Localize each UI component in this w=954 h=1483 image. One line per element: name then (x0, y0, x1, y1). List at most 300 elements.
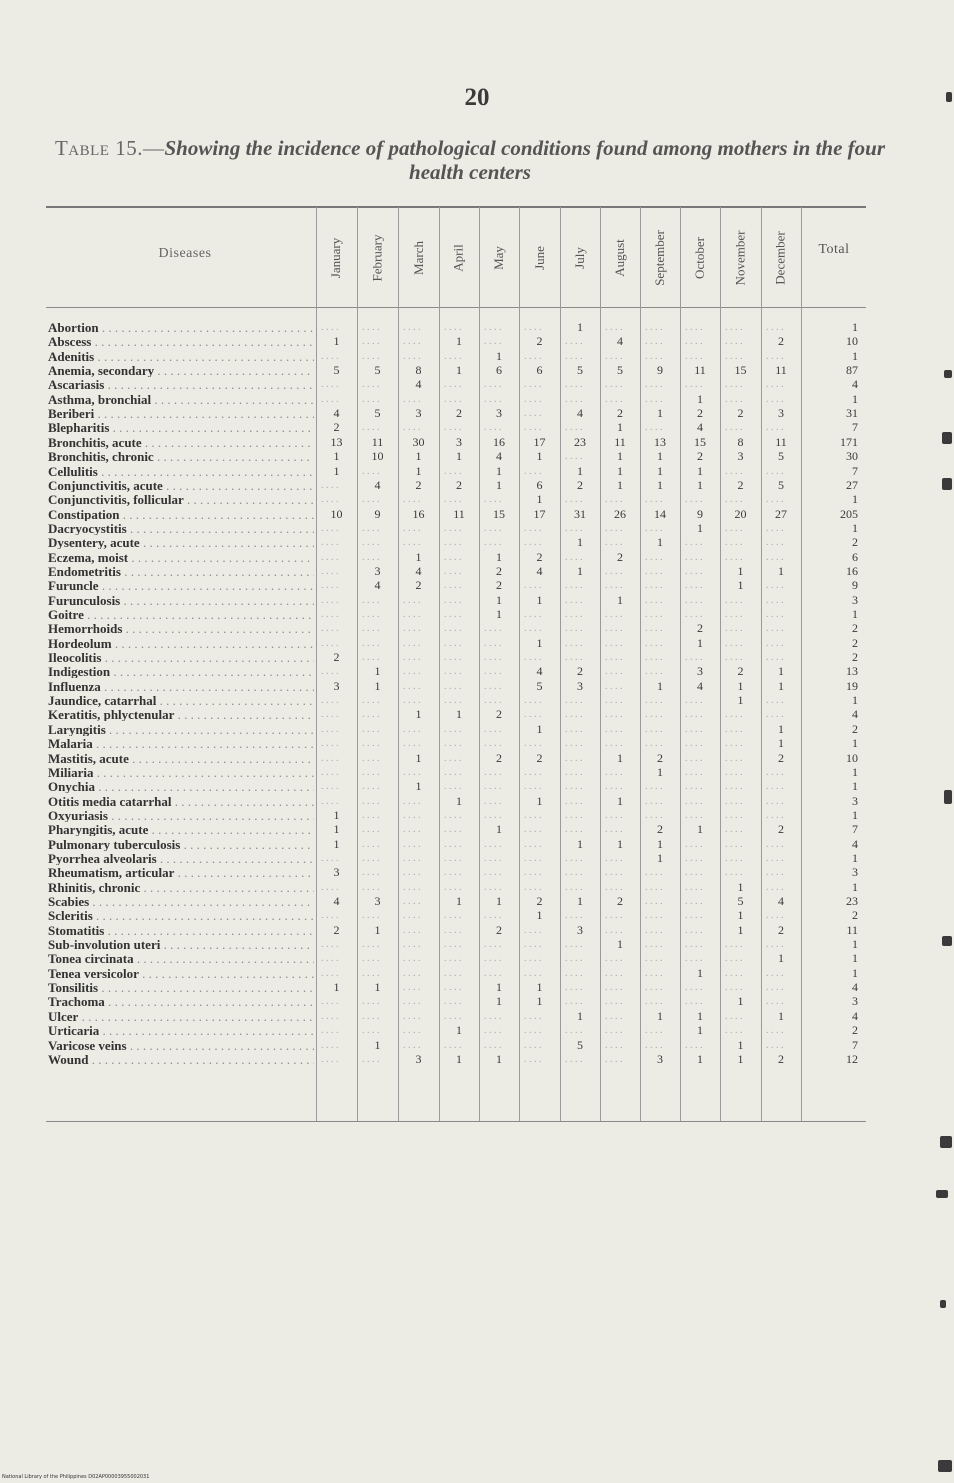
cell-october: 2 (697, 449, 703, 464)
cell-april: 1 (456, 1023, 462, 1038)
table-row (0, 522, 954, 535)
cell-september: 2 (657, 750, 663, 765)
disease-name: Abscess . . . (48, 335, 314, 348)
cell-june: 17 (533, 506, 546, 521)
header-month-label: August (612, 239, 627, 277)
table-row (0, 866, 954, 879)
disease-name: Scleritis . . . (48, 909, 314, 922)
cell-october: 1 (697, 635, 703, 650)
cell-november: 1 (737, 578, 744, 593)
table-row (0, 551, 954, 564)
table-row (0, 651, 954, 664)
disease-name: Urticaria . . . (48, 1024, 314, 1037)
cell-june: 2 (536, 549, 543, 564)
cell-march: 16 (412, 506, 425, 521)
cell-june: 1 (536, 635, 543, 650)
table-row (0, 680, 954, 693)
cell-february: 1 (374, 678, 381, 693)
cell-june: 4 (536, 664, 543, 679)
disease-name: Hemorrhoids . . . (48, 622, 314, 635)
cell-august: 1 (617, 750, 623, 765)
cell-june: 1 (536, 793, 543, 808)
cell-may: 1 (496, 463, 502, 478)
cell-october: 15 (694, 434, 706, 449)
cell-january: 1 (333, 980, 340, 995)
cell-total: 7 (852, 420, 858, 435)
cell-december: 1 (778, 563, 784, 578)
table-row (0, 723, 954, 736)
cell-april: 1 (456, 793, 462, 808)
cell-total: 3 (852, 793, 858, 808)
binding-mark (946, 92, 952, 102)
cell-february: 4 (374, 477, 381, 492)
cell-may: 2 (496, 922, 502, 937)
cell-total: 1 (852, 348, 858, 363)
header-month-label: July (571, 247, 587, 269)
cell-june: 1 (536, 980, 543, 995)
cell-october: 1 (697, 391, 703, 406)
header-month-september (640, 212, 680, 304)
cell-september: 1 (657, 477, 663, 492)
cell-january: 2 (333, 420, 340, 435)
table-row (0, 493, 954, 506)
disease-name: Sub-involution uteri . . . (48, 938, 314, 951)
caption-label: Table 15.— (54, 136, 165, 160)
table-row (0, 752, 954, 765)
disease-name: Furunculosis . . . (48, 594, 314, 607)
header-diseases: Diseases (158, 246, 212, 261)
table-row (0, 881, 954, 894)
cell-total: 87 (846, 363, 858, 378)
disease-name: Oxyuriasis . . . (48, 809, 314, 822)
cell-april: 1 (456, 707, 462, 722)
cell-august: 5 (617, 363, 623, 378)
table-row (0, 421, 954, 434)
cell-total: 1 (852, 320, 858, 334)
cell-january: 4 (333, 894, 340, 908)
cell-march: 8 (415, 363, 422, 378)
cell-total: 27 (846, 477, 858, 492)
cell-may: 1 (496, 348, 502, 363)
cell-march: 4 (415, 377, 422, 392)
cell-november: 2 (737, 406, 744, 421)
cell-june: 1 (536, 721, 543, 736)
disease-name: Tenea versicolor . . . (48, 967, 314, 980)
table-row (0, 1024, 954, 1037)
cell-july: 5 (577, 363, 583, 378)
cell-january: 1 (333, 807, 340, 822)
disease-name: Rhinitis, chronic . . . (48, 881, 314, 894)
cell-september: 2 (657, 822, 663, 837)
cell-total: 12 (846, 1051, 858, 1066)
cell-total: 2 (852, 1023, 858, 1038)
cell-august: 1 (617, 449, 623, 464)
cell-total: 1 (852, 607, 858, 621)
cell-december: 2 (778, 750, 784, 765)
cell-june: 6 (536, 477, 543, 492)
binding-mark (942, 432, 952, 444)
cell-january: 10 (330, 506, 343, 521)
cell-may: 2 (496, 563, 502, 578)
cell-november: 1 (737, 678, 744, 693)
cell-december: 11 (775, 363, 787, 378)
cell-total: 31 (846, 406, 858, 421)
table-row (0, 995, 954, 1008)
table-row (0, 407, 954, 420)
cell-total: 13 (846, 664, 858, 679)
header-month-label: April (450, 244, 466, 272)
cell-total: 1 (852, 391, 858, 406)
header-month-label: March (410, 241, 426, 275)
cell-july: 3 (577, 678, 583, 693)
cell-april: 1 (456, 1051, 462, 1066)
cell-july: 2 (577, 664, 583, 679)
cell-total: 6 (852, 549, 858, 564)
cell-january: 1 (333, 449, 340, 464)
cell-january: 13 (330, 434, 343, 449)
cell-total: 4 (852, 980, 858, 995)
cell-total: 4 (852, 1008, 858, 1023)
cell-january: 2 (333, 922, 340, 937)
table-row (0, 852, 954, 865)
cell-total: 1 (852, 807, 858, 822)
disease-name: Mastitis, acute . . . (48, 752, 314, 765)
cell-february: 9 (374, 506, 381, 521)
cell-total: 4 (852, 377, 858, 392)
header-month-may (479, 212, 519, 304)
cell-april: 1 (456, 894, 462, 908)
header-month-label: November (732, 230, 748, 286)
cell-september: 1 (657, 764, 663, 779)
table-row (0, 335, 954, 348)
cell-total: 7 (852, 822, 858, 837)
cell-july: 1 (577, 563, 583, 578)
disease-name: Trachoma . . . (48, 995, 314, 1008)
cell-total: 205 (840, 506, 858, 521)
cell-total: 23 (846, 894, 858, 908)
cell-total: 19 (846, 678, 858, 693)
cell-june: 2 (536, 894, 543, 908)
cell-may: 1 (496, 894, 502, 908)
cell-may: 1 (496, 1051, 502, 1066)
disease-name: Cellulitis . . . (48, 465, 314, 478)
disease-name: Pyorrhea alveolaris . . . (48, 852, 314, 865)
table-row (0, 737, 954, 750)
cell-may: 1 (496, 980, 502, 995)
cell-total: 1 (852, 764, 858, 779)
cell-august: 1 (617, 477, 623, 492)
table-row (0, 378, 954, 391)
cell-november: 1 (737, 908, 744, 923)
table-row (0, 665, 954, 678)
cell-total: 3 (852, 592, 858, 607)
cell-total: 3 (852, 994, 858, 1009)
disease-name: Asthma, bronchial . . . (48, 393, 314, 406)
cell-august: 1 (617, 420, 623, 435)
cell-total: 2 (852, 650, 858, 665)
cell-february: 3 (374, 563, 381, 578)
cell-december: 1 (778, 678, 784, 693)
cell-december: 1 (778, 664, 784, 679)
cell-may: 1 (496, 477, 502, 492)
cell-february: 1 (374, 664, 381, 679)
cell-january: 4 (333, 406, 340, 421)
cell-october: 1 (697, 965, 703, 980)
cell-total: 1 (852, 492, 858, 507)
cell-total: 2 (852, 908, 858, 923)
table-row (0, 967, 954, 980)
table-row (0, 536, 954, 549)
cell-december: 1 (778, 951, 784, 966)
cell-august: 2 (617, 894, 623, 908)
cell-march: 2 (415, 578, 422, 593)
disease-name: Bronchitis, chronic . . . (48, 450, 314, 463)
disease-name: Malaria . . . (48, 737, 314, 750)
cell-november: 1 (737, 1051, 744, 1066)
table-header-rule (46, 307, 866, 308)
cell-september: 13 (654, 434, 666, 449)
cell-february: 5 (374, 406, 381, 421)
cell-march: 1 (415, 549, 422, 564)
cell-total: 1 (852, 951, 858, 966)
cell-october: 11 (694, 363, 706, 378)
cell-december: 2 (778, 822, 784, 837)
cell-july: 2 (577, 477, 583, 492)
disease-name: Onychia . . . (48, 780, 314, 793)
cell-july: 1 (577, 836, 583, 851)
cell-march: 1 (415, 707, 422, 722)
table-row (0, 637, 954, 650)
cell-march: 2 (415, 477, 422, 492)
cell-july: 1 (577, 463, 583, 478)
table-bottom-rule (46, 1121, 866, 1122)
header-month-label: June (531, 246, 547, 270)
cell-august: 1 (617, 793, 623, 808)
page-number: 20 (464, 84, 490, 111)
table-row (0, 938, 954, 951)
cell-august: 2 (617, 406, 623, 421)
cell-march: 1 (415, 779, 422, 794)
binding-mark (938, 1460, 952, 1472)
cell-january: 2 (333, 650, 340, 665)
cell-april: 1 (456, 334, 462, 349)
cell-august: 1 (617, 463, 623, 478)
table-row (0, 594, 954, 607)
cell-april: 1 (456, 363, 462, 378)
cell-october: 1 (697, 477, 703, 492)
cell-september: 1 (657, 1008, 663, 1023)
cell-total: 10 (846, 334, 858, 349)
cell-october: 2 (697, 406, 703, 421)
disease-name: Ileocolitis . . . (48, 651, 314, 664)
cell-november: 20 (734, 506, 747, 521)
disease-name: Rheumatism, articular . . . (48, 866, 314, 879)
header-month-october (680, 212, 720, 304)
table-row (0, 895, 954, 908)
disease-name: Influenza . . . (48, 680, 314, 693)
cell-may: 2 (496, 578, 502, 593)
binding-mark (936, 1190, 948, 1198)
cell-march: 1 (415, 463, 422, 478)
disease-name: Abortion . . . (48, 321, 314, 334)
cell-total: 9 (852, 578, 858, 593)
cell-july: 1 (577, 1008, 583, 1023)
table-row (0, 809, 954, 822)
cell-may: 16 (493, 434, 505, 449)
header-month-january (316, 212, 357, 304)
cell-september: 3 (657, 1051, 663, 1066)
cell-total: 4 (852, 707, 858, 722)
cell-june: 6 (536, 363, 543, 378)
table-top-rule (46, 206, 866, 208)
cell-june: 2 (536, 334, 543, 349)
table-row (0, 952, 954, 965)
cell-total: 3 (852, 865, 858, 880)
cell-december: 11 (775, 434, 787, 449)
table-caption (40, 136, 900, 184)
cell-october: 9 (697, 506, 703, 521)
cell-june: 1 (536, 492, 543, 507)
cell-september: 1 (657, 406, 663, 421)
cell-march: 4 (415, 563, 422, 578)
cell-november: 3 (737, 449, 744, 464)
disease-name: Laryngitis . . . (48, 723, 314, 736)
cell-total: 1 (852, 850, 858, 865)
disease-name: Indigestion . . . (48, 665, 314, 678)
cell-june: 1 (536, 592, 543, 607)
cell-october: 4 (697, 678, 703, 693)
cell-march: 1 (415, 750, 422, 765)
disease-name: Blepharitis . . . (48, 421, 314, 434)
table-row (0, 622, 954, 635)
cell-january: 3 (333, 865, 340, 880)
cell-february: 5 (374, 363, 381, 378)
cell-august: 1 (617, 592, 623, 607)
table-row (0, 1010, 954, 1023)
table-row (0, 924, 954, 937)
cell-december: 2 (778, 334, 784, 349)
table-row (0, 708, 954, 721)
table-row (0, 479, 954, 492)
cell-march: 3 (415, 406, 422, 421)
cell-october: 1 (697, 1023, 703, 1038)
cell-total: 171 (840, 434, 858, 449)
header-month-label: December (773, 231, 789, 285)
disease-name: Goitre . . . (48, 608, 314, 621)
disease-name: Jaundice, catarrhal . . . (48, 694, 314, 707)
cell-total: 1 (852, 693, 858, 708)
disease-name: Scabies . . . (48, 895, 314, 908)
table-row (0, 981, 954, 994)
cell-february: 3 (374, 894, 381, 908)
disease-name: Conjunctivitis, follicular . . . (48, 493, 314, 506)
cell-november: 1 (737, 922, 744, 937)
table-row (0, 694, 954, 707)
header-month-november (720, 212, 761, 304)
binding-mark (942, 478, 952, 490)
binding-mark (940, 1300, 946, 1308)
cell-february: 4 (374, 578, 381, 593)
header-month-april (439, 212, 479, 304)
binding-mark (942, 936, 952, 946)
cell-august: 1 (617, 836, 623, 851)
cell-total: 10 (846, 750, 858, 765)
cell-september: 14 (654, 506, 666, 521)
disease-name: Tonea circinata . . . (48, 952, 314, 965)
disease-name: Furuncle . . . (48, 579, 314, 592)
cell-april: 2 (456, 477, 462, 492)
cell-august: 4 (617, 334, 623, 349)
cell-july: 23 (574, 434, 586, 449)
cell-total: 30 (846, 449, 858, 464)
cell-total: 16 (846, 563, 858, 578)
header-total: Total (818, 242, 850, 257)
table-row (0, 766, 954, 779)
table-row (0, 780, 954, 793)
disease-name: Conjunctivitis, acute . . . (48, 479, 314, 492)
cell-october: 1 (697, 1051, 703, 1066)
cell-december: 2 (778, 922, 784, 937)
disease-name: Beriberi . . . (48, 407, 314, 420)
table-row (0, 465, 954, 478)
table-row (0, 436, 954, 449)
cell-june: 1 (536, 908, 543, 923)
cell-november: 5 (737, 894, 744, 908)
binding-mark (944, 370, 952, 378)
disease-name: Pulmonary tuberculosis . . . (48, 838, 314, 851)
cell-december: 2 (778, 1051, 784, 1066)
cell-january: 1 (333, 334, 340, 349)
table-row (0, 838, 954, 851)
disease-name: Adenitis . . . (48, 350, 314, 363)
table-row (0, 579, 954, 592)
cell-february: 1 (374, 1037, 381, 1052)
header-month-label: February (369, 234, 385, 282)
cell-may: 2 (496, 750, 502, 765)
cell-may: 1 (496, 822, 502, 837)
cell-december: 1 (778, 721, 784, 736)
cell-total: 1 (852, 736, 858, 751)
caption-text: Showing the incidence of pathological conditions found among mothers in the four health centers (164, 136, 886, 184)
cell-september: 1 (657, 678, 663, 693)
cell-february: 1 (374, 922, 381, 937)
cell-october: 4 (697, 420, 703, 435)
cell-total: 4 (852, 836, 858, 851)
cell-total: 2 (852, 535, 858, 550)
disease-name: Keratitis, phlyctenular . . . (48, 708, 314, 721)
cell-january: 1 (333, 822, 340, 837)
disease-name: Endometritis . . . (48, 565, 314, 578)
cell-august: 11 (614, 434, 626, 449)
cell-september: 1 (657, 535, 663, 550)
cell-february: 11 (371, 434, 384, 449)
disease-name: Miliaria . . . (48, 766, 314, 779)
header-month-february (357, 212, 398, 304)
disease-name: Wound . . . (48, 1053, 314, 1066)
cell-december: 1 (778, 736, 784, 751)
table-row (0, 795, 954, 808)
table-row (0, 608, 954, 621)
cell-january: 1 (333, 836, 340, 851)
cell-total: 2 (852, 721, 858, 736)
cell-total: 7 (852, 463, 858, 478)
cell-july: 1 (577, 320, 583, 334)
disease-name: Otitis media catarrhal . . . (48, 795, 314, 808)
cell-july: 4 (577, 406, 583, 421)
cell-december: 5 (778, 449, 784, 464)
cell-january: 3 (333, 678, 340, 693)
cell-october: 1 (697, 463, 703, 478)
